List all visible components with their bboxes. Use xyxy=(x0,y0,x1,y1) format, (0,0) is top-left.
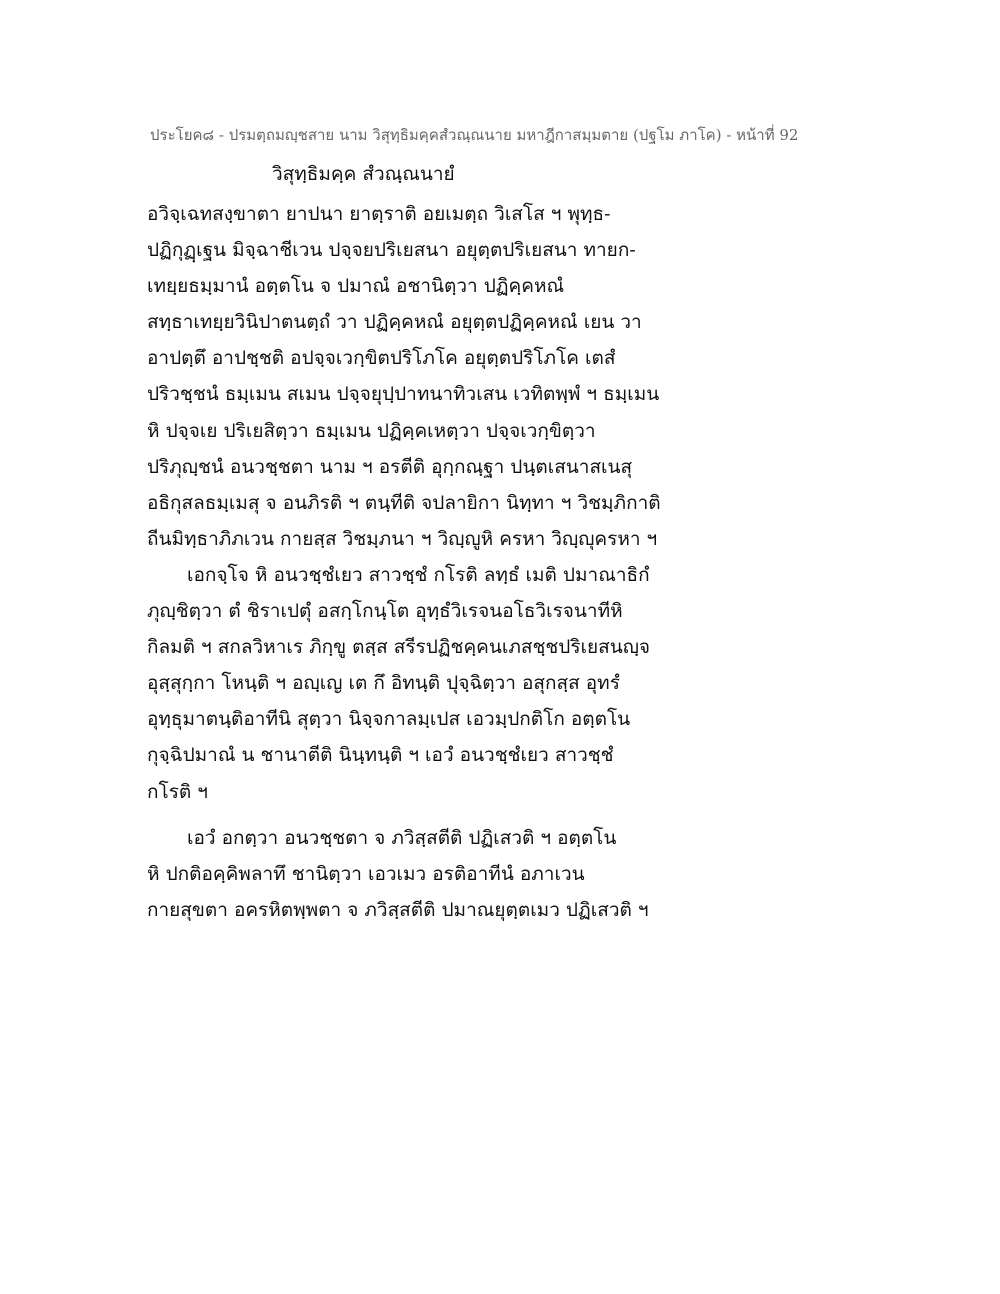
text-line: สทฺธาเทยฺยวินิปาตนตฺถํ วา ปฏิคฺคหณํ อยุตฺตปฏิคฺคหณํ เยน วา xyxy=(147,311,642,334)
paragraph xyxy=(147,820,847,928)
text-line: หิ ปจฺจเย ปริเยสิตฺวา ธมฺเมน ปฏิคฺคเหตฺวา ปจฺจเวกฺขิตฺวา xyxy=(147,419,596,442)
text-line: เอวํ อกตฺวา อนวชฺชตา จ ภวิสฺสตีติ ปฏิเสวติ ฯ อตฺตโน xyxy=(187,826,617,849)
text-line: อวิจฺเฉทสงฺขาตา ยาปนา ยาตฺราติ อยเมตฺถ วิเสโส ฯ พุทฺธ- xyxy=(147,203,611,225)
text-line: อธิกุสลธมฺเมสุ จ อนภิรติ ฯ ตนฺทีติ จปลายิกา นิทฺทา ฯ วิชมฺภิกาติ xyxy=(147,491,661,514)
paragraph xyxy=(147,557,847,810)
text-line: อุสฺสุกฺกา โหนฺติ ฯ อญฺเญ เต กึ อิทนฺติ ปุจฺฉิตฺวา อสุกสฺส อุทรํ xyxy=(147,672,620,695)
text-line: ปริภุญฺชนํ อนวชฺชตา นาม ฯ อรตีติ อุกฺกณฺฐา ปนฺตเสนาสเนสุ xyxy=(147,455,633,478)
running-header: ประโยค๘ - ปรมตฺถมญฺชสาย นาม วิสุทฺธิมคฺคสํวณฺณนาย มหาฎีกาสมฺมตาย (ปฐโม ภาโค) - หน้าที่ 92 xyxy=(150,126,799,144)
text-line: กิลมติ ฯ สกลวิหาเร ภิกฺขู ตสฺส สรีรปฏิชคฺคนเภสชฺชปริเยสนญฺจ xyxy=(147,636,651,659)
body-text xyxy=(147,196,847,928)
text-line: เทยฺยธมฺมานํ อตฺตโน จ ปมาณํ อชานิตฺวา ปฏิคฺคหณํ xyxy=(147,275,565,298)
section-title: วิสุทฺธิมคฺค สํวณฺณนายํ xyxy=(272,163,455,185)
text-line: หิ ปกติอคฺคิพลาทึ ชานิตฺวา เอวเมว อรติอาทีนํ อภาเวน xyxy=(147,862,585,885)
paragraph xyxy=(147,196,847,557)
text-line: กายสุขตา อครหิตพฺพตา จ ภวิสฺสตีติ ปมาณยุตฺตเมว ปฏิเสวติ ฯ xyxy=(147,898,649,921)
text-line: อาปตฺตึ อาปชฺชติ อปจฺจเวกฺขิตปริโภโค อยุตฺตปริโภโค เตสํ xyxy=(147,347,616,370)
text-line: กุจฺฉิปมาณํ น ชานาตีติ นินฺทนฺติ ฯ เอวํ อนวชฺชํเยว สาวชฺชํ xyxy=(147,744,614,767)
text-line: กโรติ ฯ xyxy=(147,780,208,803)
text-line: ถีนมิทฺธาภิภเวน กายสฺส วิชมฺภนา ฯ วิญฺญูหิ ครหา วิญฺญุครหา ฯ xyxy=(147,527,658,550)
text-line: ปริวชฺชนํ ธมฺเมน สเมน ปจฺจยุปฺปาทนาทิวเสน เวทิตพฺพํ ฯ ธมฺเมน xyxy=(147,383,660,406)
text-line: อุทฺธุมาตนฺติอาทีนิ สุตฺวา นิจฺจกาลมฺเปส เอวมฺปกติโก อตฺตโน xyxy=(147,708,631,731)
text-line: ปฏิกุฏฺเฐน มิจฺฉาชีเวน ปจฺจยปริเยสนา อยุตฺตปริเยสนา ทายก- xyxy=(147,239,636,262)
text-line: ภุญฺชิตฺวา ตํ ชิราเปตุํ อสกฺโกนฺโต อุทฺธํวิเรจนอโธวิเรจนาทีหิ xyxy=(147,600,623,623)
text-line: เอกจฺโจ หิ อนวชฺชํเยว สาวชฺชํ กโรติ ลทฺธํ เมติ ปมาณาธิกํ xyxy=(187,563,650,586)
